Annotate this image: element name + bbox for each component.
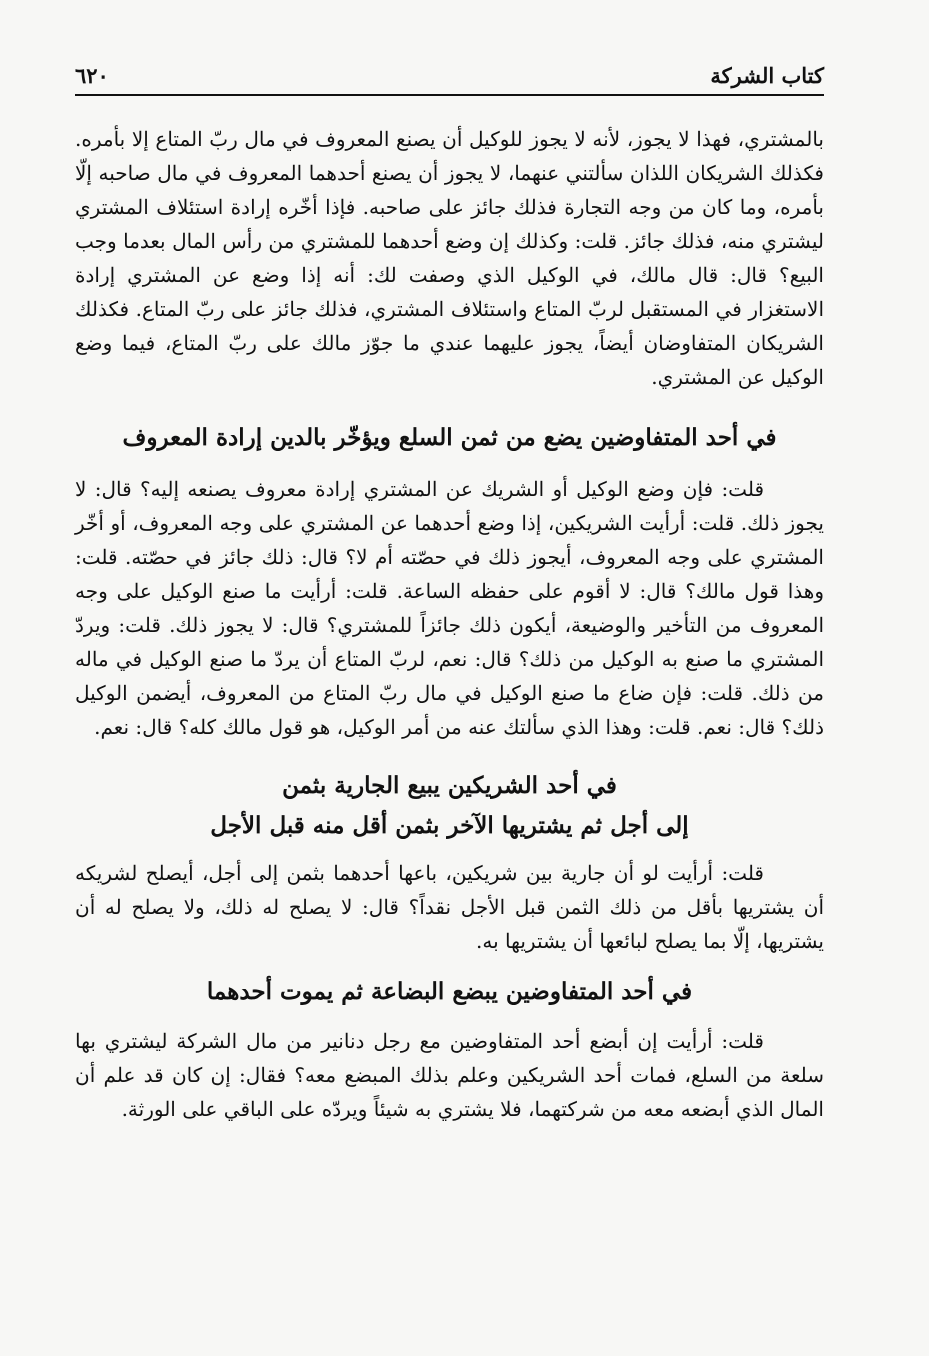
page-body [75, 122, 824, 1126]
section-paragraph: قلت: فإن وضع الوكيل أو الشريك عن المشتري إرادة معروف يصنعه إليه؟ قال: لا يجوز ذلك. قلت: أرأيت الشريكين، إذا وضع أحدهما عن المشتري على وجه المعروف، أو أخّر المشتري على وجه المعروف، أيجوز ذلك في حصّته أم لا؟ قال: ذلك جائز في حصّته. قلت: وهذا قول مالك؟ قال: لا أقوم على حفظه الساعة. قلت: أرأيت ما صنع الوكيل على وجه المعروف من التأخير والوضيعة، أيكون ذلك جائزاً للمشتري؟ قال: لا يجوز ذلك. قلت: ويردّ المشتري ما صنع به الوكيل من ذلك؟ قال: نعم، لربّ المتاع أن يردّ ما صنع الوكيل في ماله من ذلك. قلت: فإن ضاع ما صنع الوكيل في مال ربّ المتاع من المعروف، أيضمن الوكيل ذلك؟ قال: نعم. قلت: وهذا الذي سألتك عنه من أمر الوكيل، هو قول مالك كله؟ قال: نعم. [75, 477, 824, 739]
section-paragraph: قلت: أرأيت لو أن جارية بين شريكين، باعها أحدهما بثمن إلى أجل، أيصلح لشريكه أن يشتريها بأقل من ذلك الثمن قبل الأجل نقداً؟ قال: لا يصلح له ذلك، ولا يصلح له أن يشتريها، إلّا بما يصلح لبائعها أن يشتريها به. [75, 861, 824, 953]
section-heading-line: في أحد المتفاوضين يبضع البضاعة ثم يموت أحدهما [206, 978, 693, 1005]
section-paragraph: قلت: أرأيت إن أبضع أحد المتفاوضين مع رجل دنانير من مال الشركة ليشتري بها سلعة من السلع، فمات أحد الشريكين وعلم بذلك المبضع معه؟ فقال: إن كان قد علم أن المال الذي أبضعه معه من شركتهما، فلا يشتري به شيئاً ويردّه على الباقي على الورثة. [75, 1029, 824, 1121]
intro-paragraph: بالمشتري، فهذا لا يجوز، لأنه لا يجوز للوكيل أن يصنع المعروف في مال ربّ المتاع إلا بأمره. فكذلك الشريكان اللذان سألتني عنهما، لا يجوز أن يصنع أحدهما المعروف في مال صاحبه إلّا بأمره، وما كان من وجه التجارة فذلك جائز على صاحبه. فإذا أخّره إرادة استئلاف المشتري ليشتري منه، فذلك جائز. قلت: وكذلك إن وضع أحدهما للمشتري من رأس المال بعدما وجب البيع؟ قال: قال مالك، في الوكيل الذي وصفت لك: أنه إذا وضع عن المشتري إرادة الاستغزار في المستقبل لربّ المتاع واستئلاف المشتري، فذلك جائز على ربّ المتاع. فكذلك الشريكان المتفاوضان أيضاً، يجوز عليهما عندي ما جوّز مالك على ربّ المتاع، فيما وضع الوكيل عن المشتري. [75, 127, 824, 389]
page-number: ٦٢٠ [75, 63, 109, 88]
section-heading [75, 766, 824, 846]
section-heading [75, 418, 824, 458]
section-heading-line: إلى أجل ثم يشتريها الآخر بثمن أقل منه قبل الأجل [210, 812, 689, 839]
running-title: كتاب الشركة [710, 63, 824, 88]
section-heading [75, 972, 824, 1012]
section-heading-line: في أحد الشريكين يبيع الجارية بثمن [282, 772, 617, 799]
section-heading-line: في أحد المتفاوضين يضع من ثمن السلع ويؤخّر بالدين إرادة المعروف [122, 424, 777, 451]
page-header [75, 62, 824, 96]
